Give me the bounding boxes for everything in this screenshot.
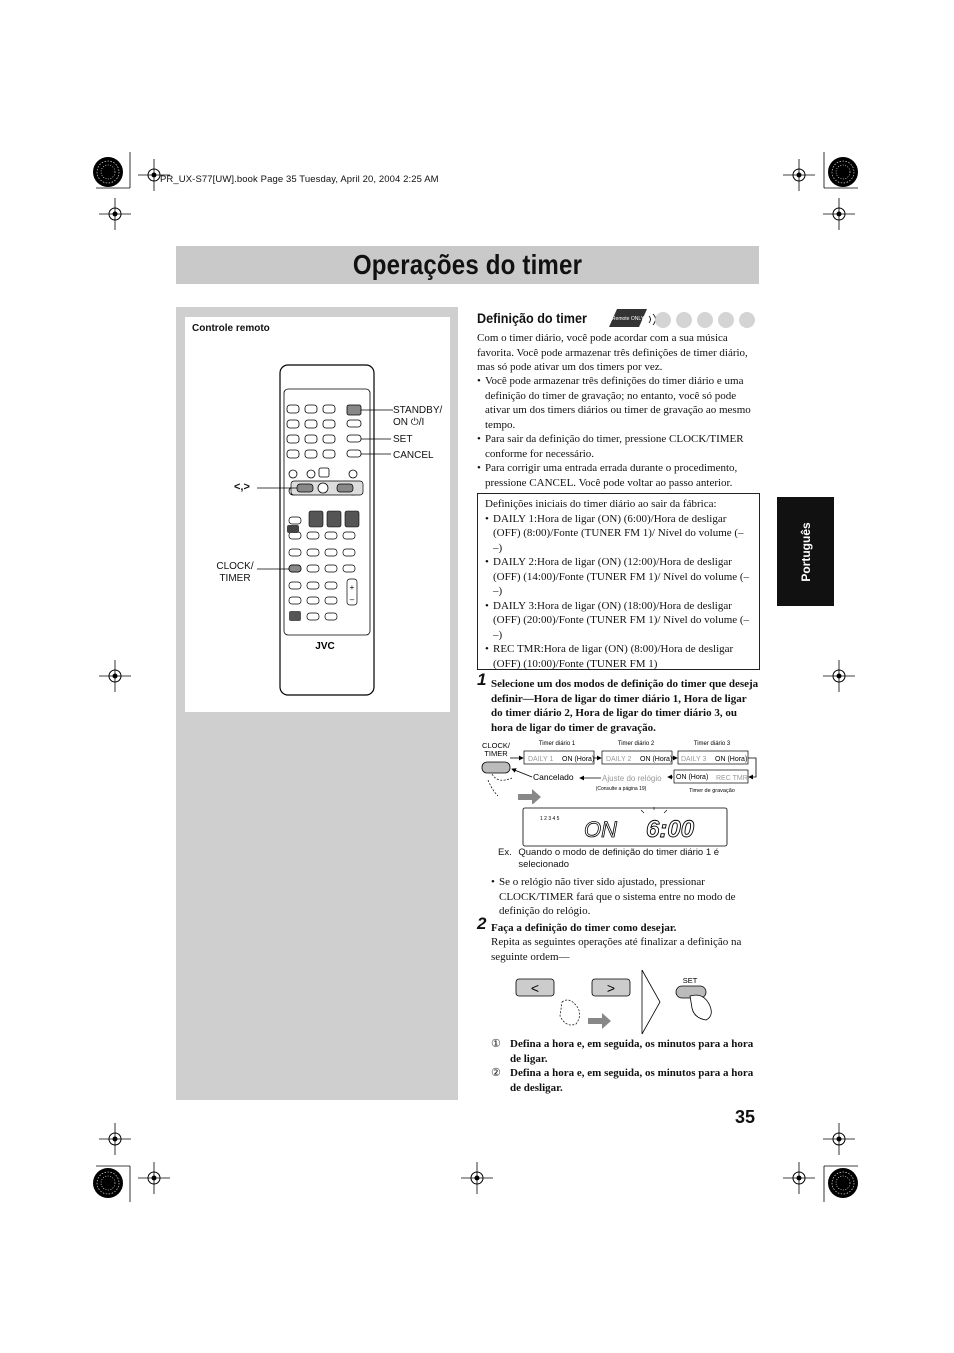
on-hora-2: ON (Hora) — [640, 756, 673, 763]
step-2-body: Repita as seguintes operações até finalizar a definição na seguinte ordem— — [491, 936, 742, 963]
step-1-number: 1 — [477, 670, 487, 689]
intro-bullets — [477, 374, 760, 490]
caption-timer-3: Timer diário 3 — [693, 741, 731, 747]
set-button-label: SET — [682, 976, 698, 985]
substep-1 — [491, 1037, 759, 1066]
example-prefix: Ex. — [498, 847, 512, 858]
daily3-label: DAILY 3 — [681, 756, 707, 763]
substep-2-text: Defina a hora e, em seguida, os minutos para a hora de desligar. — [510, 1067, 754, 1094]
substep-2-number: ② — [491, 1067, 501, 1079]
bullet-item: • Para corrigir uma entrada errada durante o procedimento, pressione CANCEL. Você pode voltar ao passo anterior. — [477, 461, 760, 490]
remote-only-badge — [603, 307, 759, 333]
on-hora-1: ON (Hora) — [562, 756, 595, 763]
remote-only-text: Remote ONLY — [611, 316, 645, 322]
rec-tmr-label: REC TMR — [716, 775, 748, 782]
lcd-display-example — [522, 807, 728, 847]
substep-1-number: ① — [491, 1038, 501, 1050]
defaults-intro: Definições iniciais do timer diário ao sair da fábrica: — [485, 498, 717, 510]
on-hora-3: ON (Hora) — [715, 756, 748, 763]
label-set: SET — [393, 434, 413, 445]
caption-timer-2: Timer diário 2 — [617, 741, 655, 747]
clock-timer-line-2: TIMER — [484, 749, 508, 758]
lcd-mode-text: ON — [584, 817, 617, 842]
step-1-text: Selecione um dos modos de definição do timer que deseja definir—Hora de ligar do timer diário 1, Hora de ligar do timer diário 2, Hora de ligar do timer diário 3, ou hora de ligar do timer de gravação. — [491, 678, 759, 734]
page-title: Operações do timer — [352, 249, 583, 280]
label-cancel: CANCEL — [393, 450, 434, 461]
caption-timer-1: Timer diário 1 — [538, 741, 576, 747]
caption-rec-timer: Timer de gravação — [689, 788, 735, 794]
clock-timer-diagram-label — [482, 741, 511, 758]
example-text: Quando o modo de definição do timer diário 1 é selecionado — [518, 847, 720, 870]
language-tab-label: Português — [798, 521, 813, 582]
example-caption — [498, 847, 758, 871]
page-number: 35 — [735, 1107, 756, 1127]
section-heading: Definição do timer — [477, 310, 587, 326]
clock-note — [491, 875, 759, 919]
right-arrow-button: > — [606, 980, 616, 996]
clock-timer-line-1: CLOCK/ — [482, 741, 510, 750]
ajuste-relogio-label: Ajuste do relógio — [602, 774, 662, 783]
step-2-title: Faça a definição do timer como desejar. — [491, 922, 677, 934]
step-2-number: 2 — [477, 914, 487, 933]
daily1-label: DAILY 1 — [528, 756, 554, 763]
set-buttons-diagram — [510, 966, 740, 1038]
clock-timer-button-illustration — [482, 762, 510, 773]
bullet-item: • Você pode armazenar três definições do timer diário e uma definição do timer de gravação; no entanto, você só pode ativar um dos timers diários ou timer de gravação ao mesmo tempo. — [477, 374, 760, 432]
title-bar — [176, 246, 759, 284]
lcd-day-indicators: 1 2 3 4 5 — [540, 816, 560, 822]
remote-control-illustration — [185, 317, 450, 712]
factory-defaults-box — [477, 493, 760, 670]
svg-text:+: + — [349, 583, 355, 592]
cancelado-label: Cancelado — [533, 772, 574, 782]
label-standby-on: STANDBY/ ON ⏻/I — [393, 405, 443, 428]
substep-2 — [491, 1066, 759, 1095]
default-item: • DAILY 3:Hora de ligar (ON) (18:00)/Hora de desligar (OFF) (20:00)/Fonte (TUNER FM 1)/ Nível do volume (– –) — [485, 599, 753, 643]
consulte-pagina-label: (Consulte a página 19) — [595, 786, 647, 792]
daily2-label: DAILY 2 — [606, 756, 632, 763]
language-tab — [777, 497, 834, 606]
bullet-item: • Para sair da definição do timer, pressione CLOCK/TIMER conforme for necessário. — [477, 432, 760, 461]
book-header-line: PR_UX-S77[UW].book Page 35 Tuesday, April 20, 2004 2:25 AM — [160, 174, 439, 185]
label-clock-timer: CLOCK/ TIMER — [216, 561, 254, 584]
clock-note-text: • Se o relógio não tiver sido ajustado, pressionar CLOCK/TIMER fará que o sistema entre no modo de definição do relógio. — [491, 875, 759, 919]
intro-paragraph: Com o timer diário, você pode acordar com a sua música favorita. Você pode armazenar três definições de timer diário, mas só pode ativar um dos timers por vez. — [477, 332, 748, 373]
timer-mode-diagram — [478, 736, 762, 804]
on-hora-rec: ON (Hora) — [676, 774, 709, 781]
remote-panel-title: Controle remoto — [192, 323, 270, 334]
label-arrows: <,> — [234, 481, 250, 493]
default-item: • DAILY 2:Hora de ligar (ON) (12:00)/Hora de desligar (OFF) (14:00)/Fonte (TUNER FM 1)/ Nível do volume (– –) — [485, 555, 753, 599]
lcd-time-text: 6:00 — [646, 816, 695, 843]
svg-text:–: – — [349, 595, 355, 604]
remote-brand-logo: JVC — [315, 641, 335, 652]
substep-1-text: Defina a hora e, em seguida, os minutos para a hora de ligar. — [510, 1038, 754, 1065]
default-item: • REC TMR:Hora de ligar (ON) (8:00)/Hora de desligar (OFF) (10:00)/Fonte (TUNER FM 1) — [485, 642, 753, 671]
left-arrow-button: < — [530, 980, 540, 996]
default-item: • DAILY 1:Hora de ligar (ON) (6:00)/Hora de desligar (OFF) (8:00)/Fonte (TUNER FM 1)/ Nível do volume (– –) — [485, 512, 753, 556]
